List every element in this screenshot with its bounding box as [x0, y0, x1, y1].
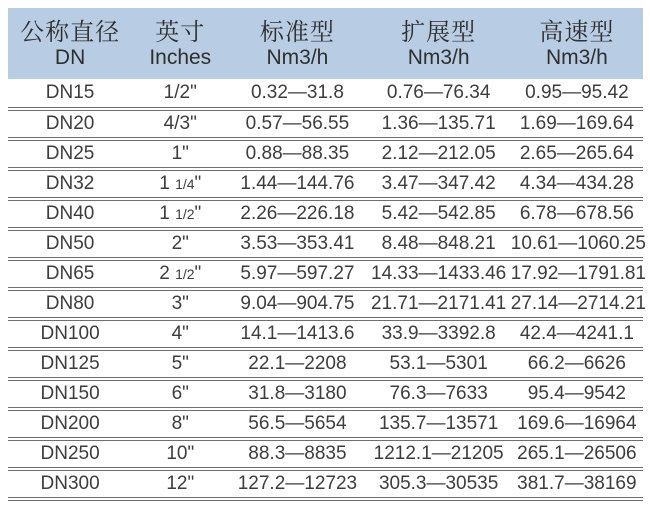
table-row	[8, 409, 643, 439]
extended-flow-cell: 1212.1—21205	[367, 439, 511, 469]
table-header	[8, 8, 643, 79]
inch-fraction: 1/2	[175, 206, 195, 222]
dn-cell: DN100	[8, 319, 132, 349]
highspeed-flow-cell: 95.4—9542	[511, 379, 643, 409]
dn-cell: DN300	[8, 469, 132, 499]
highspeed-flow-cell: 2.65—265.64	[511, 139, 643, 169]
header-inches-en: Inches	[149, 46, 212, 69]
header-nominal-diameter-en: DN	[54, 46, 86, 69]
standard-flow-cell: 88.3—8835	[228, 439, 366, 469]
header-highspeed-type-unit: Nm3/h	[545, 46, 608, 69]
inches-cell: 4"	[132, 319, 228, 349]
inches-cell: 10"	[132, 439, 228, 469]
highspeed-flow-cell: 27.14—2714.21	[511, 289, 643, 319]
dn-cell: DN50	[8, 229, 132, 259]
dn-cell: DN25	[8, 139, 132, 169]
extended-flow-cell: 21.71—2171.41	[367, 289, 511, 319]
highspeed-flow-cell: 169.6—16964	[511, 409, 643, 439]
standard-flow-cell: 0.32—31.8	[228, 79, 366, 109]
header-highspeed-type	[511, 8, 643, 79]
inches-cell: 4/3"	[132, 109, 228, 139]
inches-cell: 1"	[132, 139, 228, 169]
header-inches	[132, 8, 228, 79]
standard-flow-cell: 127.2—12723	[228, 469, 366, 499]
inches-cell: 5"	[132, 349, 228, 379]
header-nominal-diameter-cn: 公称直径	[20, 19, 121, 46]
extended-flow-cell: 135.7—13571	[367, 409, 511, 439]
header-standard-type	[228, 8, 366, 79]
inches-cell: 12"	[132, 469, 228, 499]
header-extended-type-unit: Nm3/h	[407, 46, 470, 69]
standard-flow-cell: 22.1—2208	[228, 349, 366, 379]
highspeed-flow-cell: 17.92—1791.81	[511, 259, 643, 289]
header-extended-type	[367, 8, 511, 79]
inches-cell: 3"	[132, 289, 228, 319]
highspeed-flow-cell: 381.7—38169	[511, 469, 643, 499]
highspeed-flow-cell: 6.78—678.56	[511, 199, 643, 229]
extended-flow-cell: 8.48—848.21	[367, 229, 511, 259]
standard-flow-cell: 31.8—3180	[228, 379, 366, 409]
dn-cell: DN200	[8, 409, 132, 439]
highspeed-flow-cell: 265.1—26506	[511, 439, 643, 469]
table-row	[8, 319, 643, 349]
table-row	[8, 439, 643, 469]
header-standard-type-unit: Nm3/h	[266, 46, 329, 69]
extended-flow-cell: 5.42—542.85	[367, 199, 511, 229]
table-row	[8, 379, 643, 409]
extended-flow-cell: 76.3—7633	[367, 379, 511, 409]
table-row	[8, 169, 643, 199]
inches-cell: 8"	[132, 409, 228, 439]
inch-fraction: 1/2	[175, 266, 195, 282]
header-extended-type-cn: 扩展型	[401, 19, 477, 46]
inches-cell: 6"	[132, 379, 228, 409]
header-standard-type-cn: 标准型	[259, 19, 335, 46]
header-highspeed-type-cn: 高速型	[539, 19, 615, 46]
table-row	[8, 139, 643, 169]
inches-cell: 2 1/2"	[132, 259, 228, 289]
table-row	[8, 469, 643, 499]
standard-flow-cell: 0.57—56.55	[228, 109, 366, 139]
extended-flow-cell: 1.36—135.71	[367, 109, 511, 139]
highspeed-flow-cell: 42.4—4241.1	[511, 319, 643, 349]
standard-flow-cell: 56.5—5654	[228, 409, 366, 439]
highspeed-flow-cell: 1.69—169.64	[511, 109, 643, 139]
extended-flow-cell: 53.1—5301	[367, 349, 511, 379]
extended-flow-cell: 2.12—212.05	[367, 139, 511, 169]
dn-cell: DN250	[8, 439, 132, 469]
header-inches-cn: 英寸	[155, 19, 206, 46]
dn-cell: DN32	[8, 169, 132, 199]
inches-cell: 1 1/4"	[132, 169, 228, 199]
inch-fraction: 1/4	[175, 176, 195, 192]
extended-flow-cell: 305.3—30535	[367, 469, 511, 499]
dn-cell: DN125	[8, 349, 132, 379]
inches-cell: 1 1/2"	[132, 199, 228, 229]
standard-flow-cell: 1.44—144.76	[228, 169, 366, 199]
table-row	[8, 229, 643, 259]
extended-flow-cell: 33.9—3392.8	[367, 319, 511, 349]
extended-flow-cell: 0.76—76.34	[367, 79, 511, 109]
highspeed-flow-cell: 66.2—6626	[511, 349, 643, 379]
table-row	[8, 289, 643, 319]
highspeed-flow-cell: 0.95—95.42	[511, 79, 643, 109]
dn-cell: DN65	[8, 259, 132, 289]
highspeed-flow-cell: 10.61—1060.25	[511, 229, 643, 259]
standard-flow-cell: 9.04—904.75	[228, 289, 366, 319]
inches-cell: 2"	[132, 229, 228, 259]
standard-flow-cell: 0.88—88.35	[228, 139, 366, 169]
dn-cell: DN20	[8, 109, 132, 139]
table-row	[8, 79, 643, 109]
table-row	[8, 199, 643, 229]
table-row	[8, 259, 643, 289]
dn-cell: DN40	[8, 199, 132, 229]
standard-flow-cell: 2.26—226.18	[228, 199, 366, 229]
dn-cell: DN15	[8, 79, 132, 109]
highspeed-flow-cell: 4.34—434.28	[511, 169, 643, 199]
flow-spec-table	[8, 8, 646, 501]
header-nominal-diameter	[8, 8, 132, 79]
standard-flow-cell: 3.53—353.41	[228, 229, 366, 259]
inches-cell: 1/2"	[132, 79, 228, 109]
extended-flow-cell: 3.47—347.42	[367, 169, 511, 199]
table-body	[8, 79, 646, 499]
table-row	[8, 109, 643, 139]
extended-flow-cell: 14.33—1433.46	[367, 259, 511, 289]
dn-cell: DN80	[8, 289, 132, 319]
standard-flow-cell: 5.97—597.27	[228, 259, 366, 289]
table-row	[8, 349, 643, 379]
dn-cell: DN150	[8, 379, 132, 409]
standard-flow-cell: 14.1—1413.6	[228, 319, 366, 349]
